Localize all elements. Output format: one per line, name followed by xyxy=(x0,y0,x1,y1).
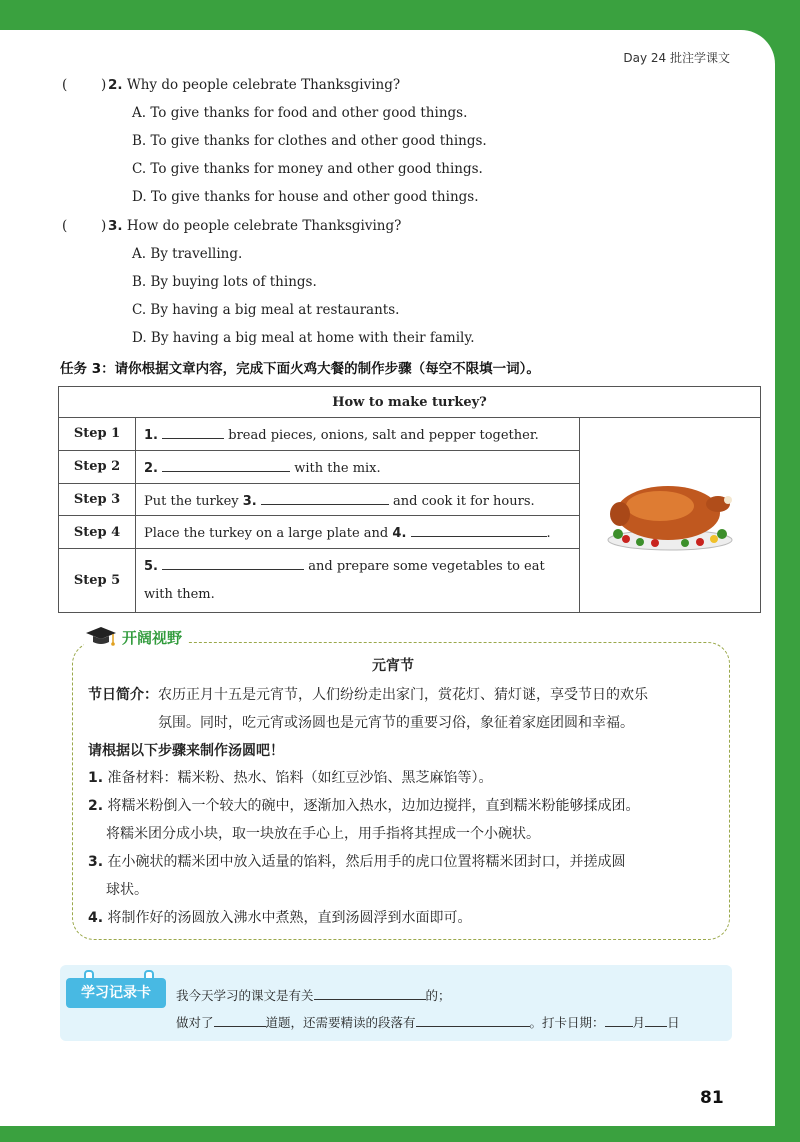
list-item xyxy=(88,907,472,927)
step-content xyxy=(136,549,580,613)
card-text: 做对了 xyxy=(176,1015,214,1030)
tangyuan-prompt: 请根据以下步骤来制作汤圆吧！ xyxy=(88,743,284,759)
step-text: 将糯米粉倒入一个较大的碗中，逐渐加入热水，边加边搅拌，直到糯米粉能够揉成团。 xyxy=(107,798,640,814)
festival-title: 元宵节 xyxy=(372,658,414,674)
blank-2[interactable] xyxy=(162,458,290,472)
blank-number: 5. xyxy=(144,558,158,574)
card-text: 月 xyxy=(632,1015,646,1030)
intro-label: 节日简介： xyxy=(88,687,158,703)
step-text: . xyxy=(546,526,551,542)
step-number: 3. xyxy=(88,854,104,870)
option-b: B. By buying lots of things. xyxy=(132,274,317,290)
step-number: 4. xyxy=(88,910,104,926)
question-number: 3. xyxy=(108,218,123,234)
page-number: 81 xyxy=(700,1088,724,1108)
list-item xyxy=(88,767,493,787)
paragraph-blank[interactable] xyxy=(416,1013,530,1027)
blank-3[interactable] xyxy=(261,491,389,505)
step-content xyxy=(136,418,580,451)
step-label: Step 4 xyxy=(59,516,136,549)
blank-number: 3. xyxy=(242,493,257,509)
turkey-image-cell xyxy=(580,418,761,613)
step-label: Step 3 xyxy=(59,483,136,516)
step-content xyxy=(136,516,580,549)
list-item xyxy=(88,795,640,815)
blank-1[interactable] xyxy=(162,425,224,439)
step-label: Step 5 xyxy=(59,549,136,613)
option-c: C. To give thanks for money and other good things. xyxy=(132,161,483,177)
day-blank[interactable] xyxy=(645,1013,667,1027)
graduation-cap-icon xyxy=(84,625,118,649)
list-item xyxy=(88,851,626,871)
step-text: with them. xyxy=(144,586,215,602)
festival-intro xyxy=(88,684,648,704)
option-d: D. By having a big meal at home with their family. xyxy=(132,330,475,346)
explore-header xyxy=(84,625,188,649)
card-text: 的； xyxy=(425,988,451,1003)
step-number: 1. xyxy=(88,770,104,786)
step-text: 准备材料：糯米粉、热水、馅料（如红豆沙馅、黑芝麻馅等）。 xyxy=(107,770,493,786)
card-line-1 xyxy=(176,986,451,1004)
blank-number: 2. xyxy=(144,460,158,476)
step-label: Step 1 xyxy=(59,418,136,451)
blank-number: 4. xyxy=(392,526,407,542)
study-record-label: 学习记录卡 xyxy=(66,978,166,1008)
option-a: A. To give thanks for food and other good things. xyxy=(132,105,468,121)
question-3 xyxy=(108,218,401,234)
card-text: 日 xyxy=(667,1015,680,1030)
blank-number: 1. xyxy=(144,427,158,443)
card-text: 道题，还需要精读的段落有 xyxy=(265,1015,416,1030)
blank-4[interactable] xyxy=(411,523,547,537)
step-text: bread pieces, onions, salt and pepper together. xyxy=(228,427,539,443)
option-a: A. By travelling. xyxy=(132,246,243,262)
step-text: Put the turkey xyxy=(144,493,239,509)
turkey-steps-table xyxy=(58,386,761,613)
page-header: Day 24 批注学课文 xyxy=(623,51,730,65)
step-text: and cook it for hours. xyxy=(393,493,535,509)
option-c: C. By having a big meal at restaurants. xyxy=(132,302,400,318)
roast-turkey-image xyxy=(580,418,760,608)
explore-title: 开阔视野 xyxy=(122,628,183,647)
blank-5[interactable] xyxy=(162,556,304,570)
card-line-2 xyxy=(176,1013,680,1031)
lesson-topic-blank[interactable] xyxy=(314,986,426,1000)
step-text: with the mix. xyxy=(294,460,381,476)
step-text: Place the turkey on a large plate and xyxy=(144,526,389,542)
step-text: 将糯米团分成小块，取一块放在手心上，用手指将其捏成一个小碗状。 xyxy=(106,826,540,842)
answer-paren-open: ( xyxy=(62,218,68,234)
table-row xyxy=(59,418,761,451)
month-blank[interactable] xyxy=(605,1013,633,1027)
card-text: 我今天学习的课文是有关 xyxy=(176,988,314,1003)
task-3-instruction: 任务 3：请你根据文章内容，完成下面火鸡大餐的制作步骤（每空不限填一词）。 xyxy=(60,361,540,377)
answer-paren-close: ) xyxy=(101,77,107,93)
question-text: How do people celebrate Thanksgiving? xyxy=(126,218,402,234)
step-text: 在小碗状的糯米团中放入适量的馅料，然后用手的虎口位置将糯米团封口，并搓成圆 xyxy=(107,854,626,870)
intro-text: 农历正月十五是元宵节，人们纷纷走出家门，赏花灯、猜灯谜，享受节日的欢乐 xyxy=(158,687,648,703)
question-2 xyxy=(108,77,400,93)
step-content xyxy=(136,450,580,483)
question-number: 2. xyxy=(108,77,123,93)
answer-paren-open: ( xyxy=(62,77,68,93)
answer-paren-close: ) xyxy=(101,218,107,234)
step-number: 2. xyxy=(88,798,104,814)
correct-count-blank[interactable] xyxy=(214,1013,266,1027)
step-text: and prepare some vegetables to eat xyxy=(308,558,545,574)
step-text: 将制作好的汤圆放入沸水中煮熟，直到汤圆浮到水面即可。 xyxy=(107,910,472,926)
card-text: 。打卡日期： xyxy=(529,1015,605,1030)
question-text: Why do people celebrate Thanksgiving? xyxy=(126,77,401,93)
step-label: Step 2 xyxy=(59,450,136,483)
table-title: How to make turkey? xyxy=(59,387,761,418)
intro-text: 氛围。同时，吃元宵或汤圆也是元宵节的重要习俗，象征着家庭团圆和幸福。 xyxy=(158,715,634,731)
option-d: D. To give thanks for house and other good things. xyxy=(132,189,479,205)
step-text: 球状。 xyxy=(106,882,148,898)
option-b: B. To give thanks for clothes and other good things. xyxy=(132,133,487,149)
step-content xyxy=(136,483,580,516)
